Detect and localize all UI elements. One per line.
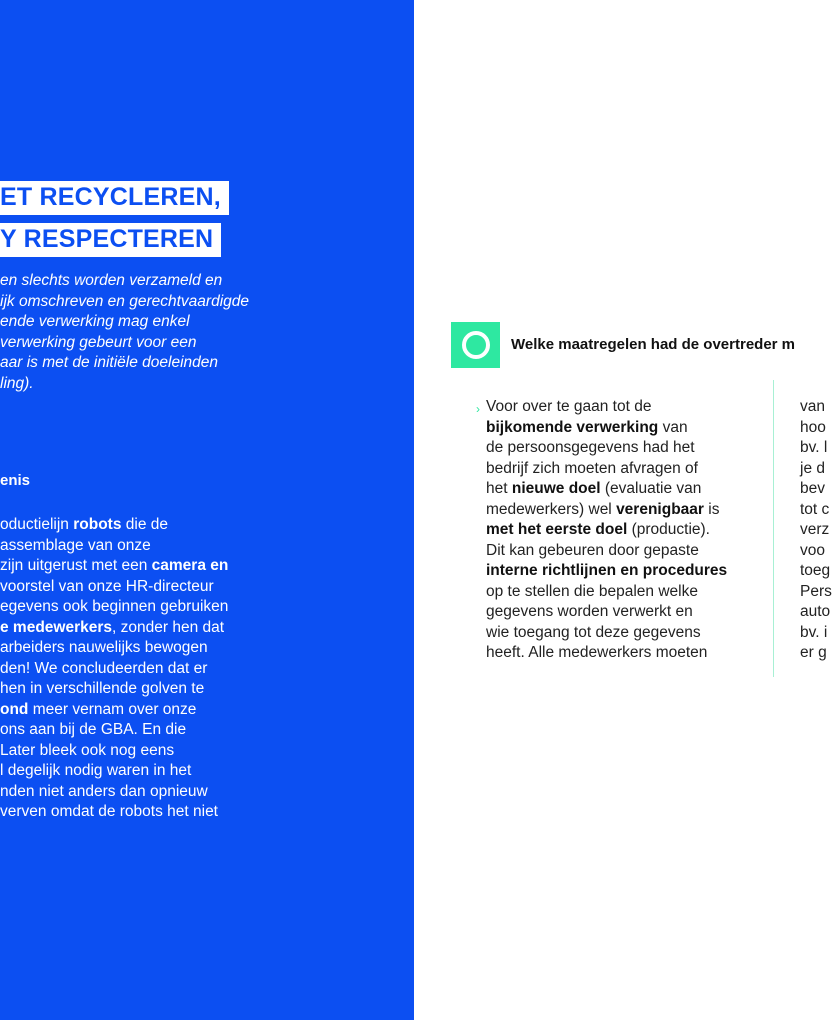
story-line: verven omdat de robots het niet xyxy=(0,803,218,820)
answer-line: Pers xyxy=(800,582,832,600)
story-line: zijn uitgerust met een camera en xyxy=(0,557,229,574)
story-line: ond meer vernam over onze xyxy=(0,700,197,718)
story-line: egevens ook beginnen gebruiken xyxy=(0,598,229,615)
story-line: oductielijn robots die de xyxy=(0,516,169,533)
section-title-line-1: ET RECYCLEREN, xyxy=(0,181,229,215)
story-line: voorstel van onze HR-directeur xyxy=(0,577,214,595)
question-circle-icon xyxy=(451,322,500,368)
answer-line: toeg xyxy=(800,562,831,579)
answer-line: Dit kan gebeuren door gepaste xyxy=(486,541,699,559)
answer-line: verz xyxy=(800,521,830,538)
story-line: e medewerkers, zonder hen dat xyxy=(0,618,225,636)
answer-line: tot c xyxy=(800,500,830,518)
story-line: ons aan bij de GBA. En die xyxy=(0,721,187,738)
answer-line: Voor over te gaan tot de xyxy=(486,398,652,415)
intro-line: en slechts worden verzameld en xyxy=(0,272,223,289)
intro-line: verwerking gebeurt voor een xyxy=(0,333,197,351)
story-line: nden niet anders dan opnieuw xyxy=(0,782,208,800)
question-title: Welke maatregelen had de overtreder m xyxy=(511,336,796,353)
answer-line: je d xyxy=(800,459,825,477)
answer-line: met het eerste doel (productie). xyxy=(486,521,710,538)
story-paragraph xyxy=(0,515,228,823)
story-line: den! We concludeerden dat er xyxy=(0,659,208,677)
answer-line: bv. i xyxy=(800,623,828,641)
story-line: hen in verschillende golven te xyxy=(0,680,205,697)
story-heading: enis xyxy=(0,472,31,489)
answer-line: interne richtlijnen en procedures xyxy=(486,562,728,579)
story-line: arbeiders nauwelijks bewogen xyxy=(0,639,208,656)
answer-line: bijkomende verwerking van xyxy=(486,418,688,436)
answer-column-1 xyxy=(486,397,727,664)
intro-line: aar is met de initiële doeleinden xyxy=(0,354,218,371)
answer-column-2 xyxy=(800,397,832,664)
answer-line: auto xyxy=(800,603,831,620)
intro-line: ling). xyxy=(0,374,34,392)
blue-left-panel xyxy=(0,0,414,1020)
answer-line: gegevens worden verwerkt en xyxy=(486,603,693,620)
story-line: assemblage van onze xyxy=(0,536,151,554)
answer-line: het nieuwe doel (evaluatie van xyxy=(486,480,702,497)
section-title-line-2: Y RESPECTEREN xyxy=(0,223,221,257)
story-line: l degelijk nodig waren in het xyxy=(0,762,192,779)
answer-line: heeft. Alle medewerkers moeten xyxy=(486,644,708,661)
answer-line: er g xyxy=(800,644,827,661)
answer-line: hoo xyxy=(800,418,826,436)
answer-line: van xyxy=(800,398,825,415)
answer-line: op te stellen die bepalen welke xyxy=(486,582,698,600)
answer-line: wie toegang tot deze gegevens xyxy=(486,623,701,641)
answer-line: bev xyxy=(800,480,825,497)
answer-line: medewerkers) wel verenigbaar is xyxy=(486,500,720,518)
intro-paragraph xyxy=(0,271,249,394)
chevron-right-icon: › xyxy=(476,402,480,416)
answer-line: voo xyxy=(800,541,825,559)
intro-line: ijk omschreven en gerechtvaardigde xyxy=(0,292,249,310)
answer-line: bedrijf zich moeten afvragen of xyxy=(486,459,698,477)
answer-line: bv. l xyxy=(800,439,828,456)
column-divider xyxy=(773,380,774,677)
answer-line: de persoonsgegevens had het xyxy=(486,439,695,456)
story-line: Later bleek ook nog eens xyxy=(0,741,175,759)
intro-line: ende verwerking mag enkel xyxy=(0,313,190,330)
